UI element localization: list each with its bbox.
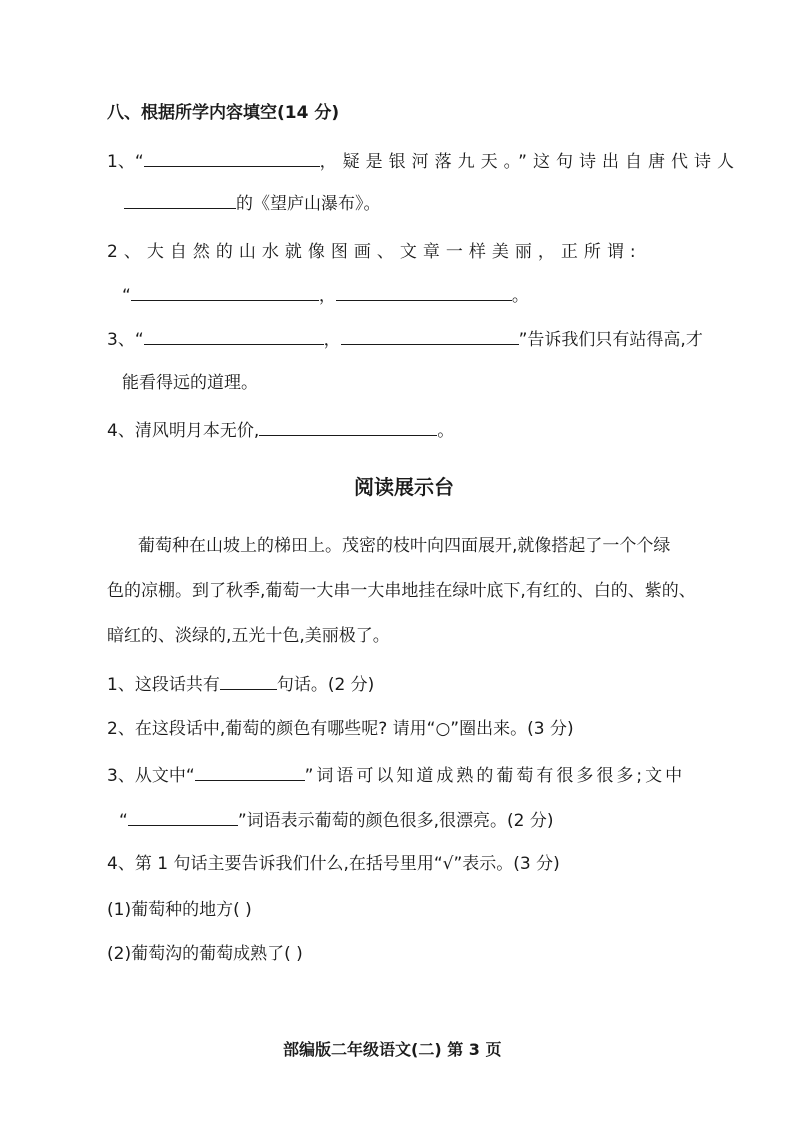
q8-4-text: 4、清风明月本无价, — [107, 421, 260, 441]
q8-2-end: 。 — [511, 286, 529, 306]
q8-1-line2-text: 的《望庐山瀑布》。 — [236, 194, 381, 214]
answer-blank-8-2a[interactable] — [131, 283, 319, 301]
passage-line-3: 暗红的、淡绿的,五光十色,美丽极了。 — [107, 626, 390, 646]
answer-blank-8-1b[interactable] — [124, 191, 236, 209]
q8-1-open-quote: “ — [134, 152, 144, 172]
q8-1-number: 1、 — [107, 152, 135, 172]
page-footer: 部编版二年级语文(二) 第 3 页 — [283, 1040, 502, 1059]
reading-q4-option-1[interactable]: (1)葡萄种的地方( ) — [107, 900, 252, 920]
answer-blank-r3a[interactable] — [195, 763, 305, 781]
q8-2-open-quote: “ — [122, 286, 131, 306]
reading-question-3 — [107, 763, 685, 788]
question-8-3-line2: 能看得远的道理。 — [122, 373, 258, 393]
passage-line-2: 色的凉棚。到了秋季,葡萄一大串一大串地挂在绿叶底下,有红的、白的、紫的、 — [107, 581, 696, 601]
reading-question-3-line2 — [119, 808, 554, 833]
rq1-post: 句话。(2 分) — [276, 675, 375, 695]
q8-4-end: 。 — [437, 421, 455, 441]
rq1-pre: 1、这段话共有 — [107, 675, 220, 695]
reading-section-title: 阅读展示台 — [354, 475, 454, 499]
reading-q4-option-2[interactable]: (2)葡萄沟的葡萄成熟了( ) — [107, 944, 303, 964]
reading-question-2: 2、在这段话中,葡萄的颜色有哪些呢? 请用“○”圈出来。(3 分) — [107, 719, 574, 739]
question-8-4 — [107, 418, 454, 443]
answer-blank-8-4[interactable] — [259, 418, 437, 436]
q8-2-comma: ， — [318, 286, 336, 306]
question-8-1 — [107, 149, 740, 174]
section-8-title: 八、根据所学内容填空(14 分) — [107, 103, 340, 123]
rq3-pre: 3、从文中“ — [107, 766, 195, 786]
question-8-1-line2 — [124, 191, 381, 216]
answer-blank-r1[interactable] — [220, 672, 277, 690]
reading-question-1 — [107, 672, 374, 697]
rq3-line2-pre: “ — [119, 811, 128, 831]
answer-blank-8-3b[interactable] — [341, 327, 519, 345]
q8-3-text: ”告诉我们只有站得高,才 — [518, 330, 703, 350]
answer-blank-r3b[interactable] — [128, 808, 238, 826]
passage-line-1: 葡萄种在山坡上的梯田上。茂密的枝叶向四面展开,就像搭起了一个个绿 — [138, 536, 671, 556]
reading-question-4: 4、第 1 句话主要告诉我们什么,在括号里用“√”表示。(3 分) — [107, 854, 560, 874]
q8-3-number: 3、“ — [107, 330, 144, 350]
answer-blank-8-1a[interactable] — [144, 149, 320, 167]
question-8-2: 2、大自然的山水就像图画、文章一样美丽，正所谓: — [107, 242, 642, 262]
q8-1-text: ，疑是银河落九天。”这句诗出自唐代诗人 — [319, 152, 740, 172]
answer-blank-8-3a[interactable] — [144, 327, 324, 345]
rq3-line2-post: ”词语表示葡萄的颜色很多,很漂亮。(2 分) — [237, 811, 554, 831]
question-8-3 — [107, 327, 703, 352]
rq3-post: ”词语可以知道成熟的葡萄有很多很多;文中 — [304, 766, 686, 786]
q8-3-comma: ， — [323, 330, 341, 350]
question-8-2-line2 — [122, 283, 529, 308]
answer-blank-8-2b[interactable] — [336, 283, 512, 301]
